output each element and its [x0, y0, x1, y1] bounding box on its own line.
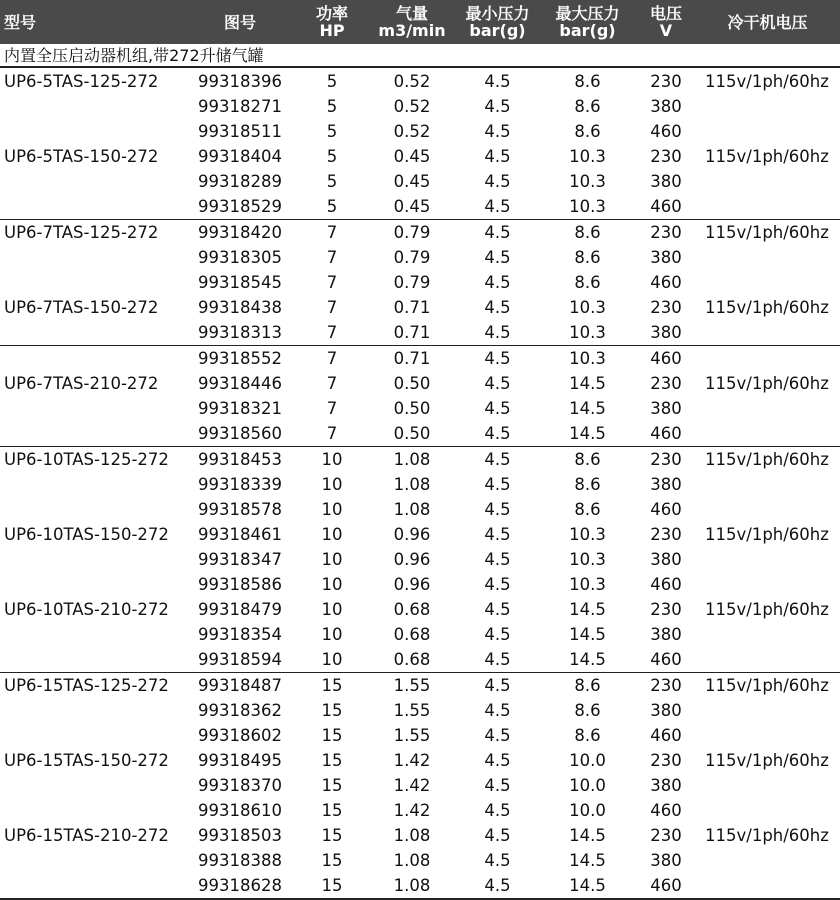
cell-hp: 15 [321, 751, 343, 770]
cell-min-pressure: 4.5 [484, 273, 511, 292]
cell-hp: 15 [321, 876, 343, 895]
cell-min-pressure: 4.5 [484, 751, 511, 770]
header-hp-line1: 功率 [315, 4, 348, 23]
cell-hp: 5 [326, 197, 338, 216]
cell-dryer-voltage: 115v/1ph/60hz [705, 298, 829, 317]
header-min-pressure [455, 0, 540, 44]
table-row [0, 447, 840, 472]
cell-dryer-voltage: 115v/1ph/60hz [705, 525, 829, 544]
cell-hp: 7 [326, 223, 338, 242]
cell-hp: 7 [326, 323, 338, 342]
cell-voltage: 380 [650, 701, 682, 720]
table-row [0, 421, 840, 447]
cell-voltage: 230 [650, 826, 682, 845]
cell-max-pressure: 14.5 [569, 399, 606, 418]
cell-hp: 5 [326, 122, 338, 141]
header-voltage [636, 0, 696, 44]
cell-part-number: 99318420 [198, 223, 282, 242]
cell-part-number: 99318545 [198, 273, 282, 292]
table-row [0, 848, 840, 873]
table-row [0, 873, 840, 900]
cell-hp: 15 [321, 726, 343, 745]
cell-model: UP6-7TAS-210-272 [4, 374, 159, 393]
header-min-pressure-line1: 最小压力 [465, 4, 530, 23]
header-part-label: 图号 [223, 12, 256, 32]
cell-part-number: 99318628 [198, 876, 282, 895]
cell-flow: 1.55 [393, 726, 431, 745]
cell-part-number: 99318404 [198, 147, 282, 166]
cell-flow: 1.08 [393, 826, 431, 845]
cell-min-pressure: 4.5 [484, 374, 511, 393]
table-row [0, 320, 840, 346]
table-row [0, 497, 840, 522]
cell-min-pressure: 4.5 [484, 801, 511, 820]
cell-part-number: 99318560 [198, 424, 282, 443]
cell-voltage: 460 [650, 726, 682, 745]
cell-voltage: 230 [650, 600, 682, 619]
cell-hp: 7 [326, 399, 338, 418]
table-row [0, 522, 840, 547]
cell-max-pressure: 10.0 [569, 751, 606, 770]
cell-min-pressure: 4.5 [484, 197, 511, 216]
cell-dryer-voltage: 115v/1ph/60hz [705, 147, 829, 166]
table-row [0, 572, 840, 597]
cell-voltage: 460 [650, 650, 682, 669]
table-row [0, 472, 840, 497]
cell-min-pressure: 4.5 [484, 600, 511, 619]
header-flow-line1: 气量 [395, 4, 428, 23]
table-row [0, 823, 840, 848]
cell-model: UP6-5TAS-150-272 [4, 147, 159, 166]
cell-min-pressure: 4.5 [484, 575, 511, 594]
cell-part-number: 99318578 [198, 500, 282, 519]
cell-flow: 0.96 [393, 575, 431, 594]
table-row [0, 723, 840, 748]
cell-max-pressure: 8.6 [574, 676, 601, 695]
cell-hp: 5 [326, 172, 338, 191]
cell-flow: 0.79 [393, 248, 431, 267]
table-body [0, 69, 840, 900]
cell-hp: 10 [321, 475, 343, 494]
cell-max-pressure: 10.0 [569, 801, 606, 820]
cell-model: UP6-5TAS-125-272 [4, 72, 159, 91]
table-row [0, 295, 840, 320]
cell-flow: 0.68 [393, 600, 431, 619]
cell-part-number: 99318289 [198, 172, 282, 191]
cell-max-pressure: 10.3 [569, 550, 606, 569]
cell-model: UP6-10TAS-125-272 [4, 450, 169, 469]
cell-part-number: 99318321 [198, 399, 282, 418]
cell-max-pressure: 10.3 [569, 298, 606, 317]
header-max-pressure [545, 0, 630, 44]
cell-part-number: 99318396 [198, 72, 282, 91]
cell-flow: 0.52 [393, 97, 431, 116]
cell-flow: 0.45 [393, 172, 431, 191]
cell-max-pressure: 10.3 [569, 349, 606, 368]
cell-hp: 10 [321, 450, 343, 469]
cell-flow: 0.45 [393, 197, 431, 216]
cell-part-number: 99318453 [198, 450, 282, 469]
cell-max-pressure: 14.5 [569, 826, 606, 845]
cell-voltage: 380 [650, 625, 682, 644]
cell-min-pressure: 4.5 [484, 776, 511, 795]
cell-max-pressure: 8.6 [574, 273, 601, 292]
cell-min-pressure: 4.5 [484, 726, 511, 745]
cell-max-pressure: 14.5 [569, 600, 606, 619]
cell-voltage: 460 [650, 500, 682, 519]
cell-voltage: 380 [650, 851, 682, 870]
header-hp [305, 0, 359, 44]
cell-max-pressure: 10.3 [569, 197, 606, 216]
cell-min-pressure: 4.5 [484, 876, 511, 895]
cell-voltage: 230 [650, 223, 682, 242]
table-row [0, 346, 840, 371]
cell-max-pressure: 10.3 [569, 525, 606, 544]
cell-min-pressure: 4.5 [484, 248, 511, 267]
header-hp-line2: HP [319, 21, 345, 40]
cell-flow: 0.71 [393, 323, 431, 342]
cell-flow: 1.08 [393, 500, 431, 519]
cell-min-pressure: 4.5 [484, 72, 511, 91]
cell-voltage: 230 [650, 525, 682, 544]
cell-max-pressure: 8.6 [574, 701, 601, 720]
table-row [0, 547, 840, 572]
cell-max-pressure: 10.3 [569, 147, 606, 166]
cell-hp: 7 [326, 298, 338, 317]
cell-max-pressure: 14.5 [569, 876, 606, 895]
cell-hp: 10 [321, 550, 343, 569]
table-row [0, 69, 840, 94]
cell-part-number: 99318503 [198, 826, 282, 845]
cell-voltage: 380 [650, 776, 682, 795]
cell-dryer-voltage: 115v/1ph/60hz [705, 826, 829, 845]
cell-part-number: 99318487 [198, 676, 282, 695]
cell-part-number: 99318511 [198, 122, 282, 141]
cell-min-pressure: 4.5 [484, 450, 511, 469]
cell-max-pressure: 8.6 [574, 97, 601, 116]
cell-hp: 10 [321, 625, 343, 644]
header-voltage-line2: V [659, 21, 673, 40]
cell-voltage: 380 [650, 550, 682, 569]
cell-voltage: 460 [650, 876, 682, 895]
cell-hp: 7 [326, 374, 338, 393]
cell-voltage: 380 [650, 475, 682, 494]
header-part [205, 0, 275, 44]
cell-hp: 10 [321, 575, 343, 594]
cell-hp: 15 [321, 851, 343, 870]
cell-min-pressure: 4.5 [484, 625, 511, 644]
table-header [0, 0, 840, 44]
cell-part-number: 99318594 [198, 650, 282, 669]
header-flow-line2: m3/min [378, 21, 446, 40]
cell-part-number: 99318438 [198, 298, 282, 317]
cell-max-pressure: 8.6 [574, 122, 601, 141]
cell-voltage: 460 [650, 801, 682, 820]
cell-part-number: 99318461 [198, 525, 282, 544]
header-model [0, 0, 124, 44]
cell-voltage: 460 [650, 424, 682, 443]
cell-max-pressure: 10.3 [569, 323, 606, 342]
cell-max-pressure: 8.6 [574, 450, 601, 469]
cell-voltage: 230 [650, 450, 682, 469]
cell-part-number: 99318354 [198, 625, 282, 644]
cell-dryer-voltage: 115v/1ph/60hz [705, 676, 829, 695]
cell-min-pressure: 4.5 [484, 323, 511, 342]
cell-dryer-voltage: 115v/1ph/60hz [705, 374, 829, 393]
cell-flow: 0.52 [393, 72, 431, 91]
header-max-pressure-line1: 最大压力 [555, 4, 620, 23]
cell-flow: 0.50 [393, 374, 431, 393]
table-row [0, 798, 840, 823]
cell-flow: 0.96 [393, 550, 431, 569]
cell-hp: 15 [321, 826, 343, 845]
cell-max-pressure: 8.6 [574, 223, 601, 242]
cell-max-pressure: 10.3 [569, 575, 606, 594]
header-flow [367, 0, 457, 44]
cell-min-pressure: 4.5 [484, 550, 511, 569]
cell-dryer-voltage: 115v/1ph/60hz [705, 223, 829, 242]
cell-min-pressure: 4.5 [484, 97, 511, 116]
cell-min-pressure: 4.5 [484, 701, 511, 720]
table-row [0, 194, 840, 220]
cell-part-number: 99318529 [198, 197, 282, 216]
cell-model: UP6-7TAS-125-272 [4, 223, 159, 242]
cell-voltage: 380 [650, 172, 682, 191]
cell-max-pressure: 14.5 [569, 374, 606, 393]
cell-min-pressure: 4.5 [484, 223, 511, 242]
table-row [0, 220, 840, 245]
table-row [0, 371, 840, 396]
cell-voltage: 460 [650, 273, 682, 292]
cell-voltage: 460 [650, 197, 682, 216]
cell-voltage: 460 [650, 122, 682, 141]
cell-flow: 0.68 [393, 650, 431, 669]
cell-part-number: 99318388 [198, 851, 282, 870]
cell-hp: 15 [321, 776, 343, 795]
table-row [0, 773, 840, 798]
cell-model: UP6-7TAS-150-272 [4, 298, 159, 317]
cell-part-number: 99318610 [198, 801, 282, 820]
cell-min-pressure: 4.5 [484, 826, 511, 845]
section-title: 内置全压启动器机组,带272升储气罐 [0, 44, 840, 68]
cell-min-pressure: 4.5 [484, 424, 511, 443]
cell-min-pressure: 4.5 [484, 349, 511, 368]
table-row [0, 622, 840, 647]
cell-min-pressure: 4.5 [484, 399, 511, 418]
table-row [0, 647, 840, 673]
cell-max-pressure: 14.5 [569, 650, 606, 669]
cell-flow: 1.08 [393, 876, 431, 895]
cell-max-pressure: 10.3 [569, 172, 606, 191]
cell-flow: 0.45 [393, 147, 431, 166]
cell-part-number: 99318446 [198, 374, 282, 393]
cell-max-pressure: 8.6 [574, 726, 601, 745]
cell-min-pressure: 4.5 [484, 172, 511, 191]
cell-part-number: 99318362 [198, 701, 282, 720]
cell-flow: 1.55 [393, 701, 431, 720]
table-row [0, 698, 840, 723]
header-model-label: 型号 [4, 12, 37, 32]
header-min-pressure-line2: bar(g) [469, 21, 526, 40]
cell-dryer-voltage: 115v/1ph/60hz [705, 450, 829, 469]
cell-max-pressure: 10.0 [569, 776, 606, 795]
cell-flow: 0.71 [393, 298, 431, 317]
cell-flow: 1.08 [393, 851, 431, 870]
cell-voltage: 230 [650, 147, 682, 166]
cell-max-pressure: 8.6 [574, 72, 601, 91]
cell-hp: 5 [326, 97, 338, 116]
cell-model: UP6-15TAS-125-272 [4, 676, 169, 695]
cell-part-number: 99318339 [198, 475, 282, 494]
cell-dryer-voltage: 115v/1ph/60hz [705, 600, 829, 619]
table-row [0, 396, 840, 421]
cell-flow: 1.42 [393, 801, 431, 820]
table-row [0, 597, 840, 622]
cell-part-number: 99318602 [198, 726, 282, 745]
cell-min-pressure: 4.5 [484, 676, 511, 695]
cell-voltage: 380 [650, 323, 682, 342]
cell-max-pressure: 14.5 [569, 424, 606, 443]
cell-hp: 7 [326, 424, 338, 443]
cell-model: UP6-15TAS-210-272 [4, 826, 169, 845]
table-row [0, 748, 840, 773]
cell-model: UP6-15TAS-150-272 [4, 751, 169, 770]
cell-flow: 1.08 [393, 450, 431, 469]
cell-hp: 5 [326, 72, 338, 91]
cell-flow: 1.42 [393, 776, 431, 795]
cell-dryer-voltage: 115v/1ph/60hz [705, 72, 829, 91]
cell-flow: 0.96 [393, 525, 431, 544]
cell-flow: 0.50 [393, 399, 431, 418]
cell-part-number: 99318347 [198, 550, 282, 569]
cell-min-pressure: 4.5 [484, 650, 511, 669]
cell-max-pressure: 8.6 [574, 500, 601, 519]
cell-part-number: 99318495 [198, 751, 282, 770]
cell-part-number: 99318370 [198, 776, 282, 795]
cell-max-pressure: 8.6 [574, 475, 601, 494]
cell-min-pressure: 4.5 [484, 851, 511, 870]
cell-model: UP6-10TAS-210-272 [4, 600, 169, 619]
cell-dryer-voltage: 115v/1ph/60hz [705, 751, 829, 770]
cell-hp: 15 [321, 801, 343, 820]
cell-min-pressure: 4.5 [484, 298, 511, 317]
cell-voltage: 380 [650, 97, 682, 116]
table-row [0, 270, 840, 295]
table-row [0, 673, 840, 698]
header-voltage-line1: 电压 [649, 4, 682, 23]
table-row [0, 169, 840, 194]
cell-max-pressure: 14.5 [569, 625, 606, 644]
cell-max-pressure: 8.6 [574, 248, 601, 267]
cell-voltage: 380 [650, 248, 682, 267]
cell-voltage: 230 [650, 374, 682, 393]
cell-part-number: 99318271 [198, 97, 282, 116]
table-row [0, 94, 840, 119]
cell-hp: 5 [326, 147, 338, 166]
cell-hp: 10 [321, 600, 343, 619]
header-dryer-voltage [705, 0, 830, 44]
cell-voltage: 230 [650, 676, 682, 695]
cell-hp: 7 [326, 273, 338, 292]
cell-part-number: 99318305 [198, 248, 282, 267]
cell-voltage: 230 [650, 751, 682, 770]
table-row [0, 119, 840, 144]
cell-flow: 1.55 [393, 676, 431, 695]
cell-voltage: 230 [650, 298, 682, 317]
cell-hp: 10 [321, 650, 343, 669]
cell-min-pressure: 4.5 [484, 475, 511, 494]
cell-max-pressure: 14.5 [569, 851, 606, 870]
table-row [0, 245, 840, 270]
cell-flow: 0.52 [393, 122, 431, 141]
cell-hp: 10 [321, 500, 343, 519]
cell-flow: 0.68 [393, 625, 431, 644]
cell-flow: 1.08 [393, 475, 431, 494]
cell-min-pressure: 4.5 [484, 147, 511, 166]
cell-model: UP6-10TAS-150-272 [4, 525, 169, 544]
cell-voltage: 380 [650, 399, 682, 418]
header-dryer-voltage-label: 冷干机电压 [727, 12, 808, 32]
cell-hp: 7 [326, 349, 338, 368]
cell-hp: 10 [321, 525, 343, 544]
cell-voltage: 230 [650, 72, 682, 91]
cell-voltage: 460 [650, 349, 682, 368]
table-row [0, 144, 840, 169]
cell-min-pressure: 4.5 [484, 500, 511, 519]
cell-part-number: 99318552 [198, 349, 282, 368]
cell-voltage: 460 [650, 575, 682, 594]
cell-hp: 7 [326, 248, 338, 267]
header-max-pressure-line2: bar(g) [559, 21, 616, 40]
cell-hp: 15 [321, 701, 343, 720]
cell-hp: 15 [321, 676, 343, 695]
cell-flow: 0.79 [393, 273, 431, 292]
cell-part-number: 99318479 [198, 600, 282, 619]
cell-min-pressure: 4.5 [484, 122, 511, 141]
cell-min-pressure: 4.5 [484, 525, 511, 544]
cell-part-number: 99318313 [198, 323, 282, 342]
cell-flow: 0.50 [393, 424, 431, 443]
cell-part-number: 99318586 [198, 575, 282, 594]
cell-flow: 0.71 [393, 349, 431, 368]
cell-flow: 0.79 [393, 223, 431, 242]
cell-flow: 1.42 [393, 751, 431, 770]
